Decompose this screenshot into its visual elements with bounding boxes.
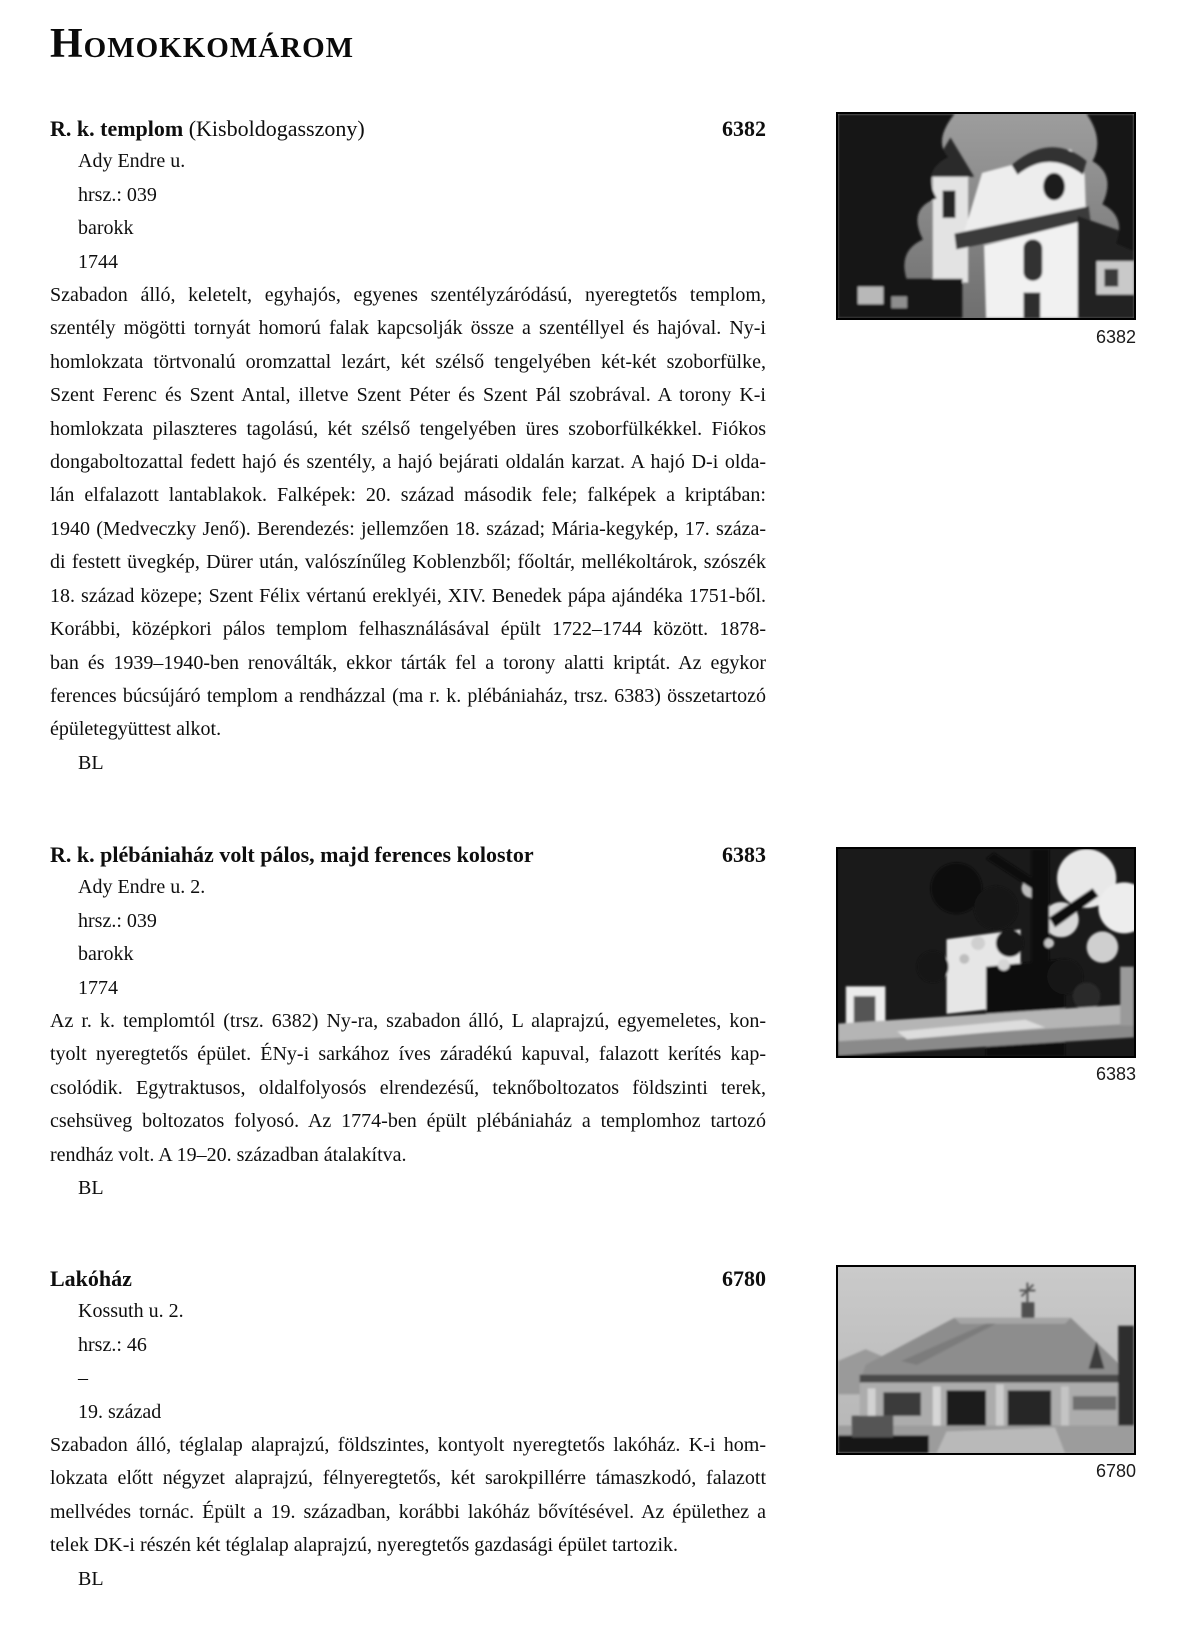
entry-header <box>50 838 766 871</box>
church-photo-illustration <box>838 114 1134 318</box>
entry-photo <box>836 847 1136 1058</box>
description-line: Az r. k. templomtól (trsz. 6382) Ny-ra, szabadon álló, L alaprajzú, egyemeletes, kon- <box>50 1010 766 1033</box>
entry-parcel: hrsz.: 039 <box>78 183 157 206</box>
entry-date: 19. század <box>78 1400 162 1423</box>
description-line: tyolt nyeregtetős épület. ÉNy-i sarkához íves záradékú kapuval, falazott kerítés kap- <box>50 1043 766 1066</box>
author-initials: BL <box>78 1567 104 1590</box>
photo-caption: 6780 <box>1095 1461 1136 1481</box>
description-line: lán elfalazott lantablakok. Falképek: 20. század második fele; falképek a kriptában: <box>50 484 766 507</box>
description-line: szentély mögötti tornyát homorú falak kapcsolják össze a szentéllyel és hajóval. Ny-i <box>50 317 766 340</box>
description-line: csehsüveg boltozatos folyosó. Az 1774-ben épült plébániaház a templomhoz tartozó <box>50 1110 766 1133</box>
entry-6383 <box>50 838 766 1205</box>
description-line: mellvédes tornác. Épült a 19. században, korábbi lakóház bővítésével. Az épülethez a <box>50 1500 766 1523</box>
entry-photo <box>836 1265 1136 1455</box>
description-line: lokzata előtt négyzet alaprajzú, félnyeregtetős, két sarokpillérre támaszkodó, falazott <box>50 1467 766 1490</box>
entry-title-bold: R. k. templom <box>50 116 184 141</box>
entry-title <box>50 1262 132 1295</box>
description-line: 18. század közepe; Szent Félix vértanú ereklyéi, XIV. Benedek pápa ajándéka 1751-ből. <box>50 584 766 607</box>
description-line: Szent Ferenc és Szent Antal, illetve Szent Péter és Szent Pál szobrával. A torony K-i <box>50 384 766 407</box>
house-photo-illustration <box>838 1267 1134 1453</box>
entry-number: 6383 <box>722 842 766 867</box>
description-line: homlokzata törtvonalú oromzattal lezárt, két szélső tengelyében két-két szoborfülke, <box>50 350 766 373</box>
entry-parcel: hrsz.: 039 <box>78 909 157 932</box>
description-line: dongaboltozattal fedett hajó és szentély, a hajó bejárati oldalán karzat. A hajó D-i olda- <box>50 451 766 474</box>
description-line: épületegyüttest alkot. <box>50 718 222 741</box>
description-line: ferences búcsújáró templom a rendházzal (ma r. k. plébániaház, trsz. 6383) összetartozó <box>50 684 766 707</box>
page-title: Homokkomárom <box>50 21 355 67</box>
photo-caption: 6382 <box>1095 327 1136 347</box>
description-line: 1940 (Medveczky Jenő). Berendezés: jellemzően 18. század; Mária-kegykép, 17. száza- <box>50 517 766 540</box>
entry-number: 6780 <box>722 1266 766 1291</box>
entry-style: barokk <box>78 217 134 240</box>
entry-address: Ady Endre u. 2. <box>78 876 206 899</box>
entry-title-qualifier: (Kisboldogasszony) <box>183 116 365 141</box>
entry-6382 <box>50 112 766 780</box>
description-line: csolódik. Egytraktusos, oldalfolyosós elrendezésű, teknőboltozatos földszinti terek, <box>50 1076 766 1099</box>
author-initials: BL <box>78 751 104 774</box>
description-line: Szabadon álló, téglalap alaprajzú, földszintes, kontyolt nyeregtetős lakóház. K-i hom- <box>50 1434 766 1457</box>
entry-header <box>50 1262 766 1295</box>
description-line: di festett üvegkép, Dürer után, valószínűleg Koblenzből; főoltár, mellékoltárok, szószék <box>50 551 766 574</box>
entry-style: – <box>78 1367 88 1390</box>
entry-number: 6382 <box>722 116 766 141</box>
entry-date: 1744 <box>78 250 118 273</box>
photo-caption: 6383 <box>1095 1064 1136 1084</box>
entry-style: barokk <box>78 943 134 966</box>
entry-header <box>50 112 766 145</box>
entry-parcel: hrsz.: 46 <box>78 1333 147 1356</box>
entry-title-bold: Lakóház <box>50 1266 132 1291</box>
entry-title-bold: R. k. plébániaház volt pálos, majd ferences kolostor <box>50 842 534 867</box>
description-line: ban és 1939–1940-ben renoválták, ekkor tárták fel a torony alatti kriptát. Az egykor <box>50 651 766 674</box>
description-line: rendház volt. A 19–20. században átalakítva. <box>50 1143 407 1166</box>
entry-6780 <box>50 1262 766 1596</box>
description-line: Korábbi, középkori pálos templom felhasználásával épült 1722–1744 között. 1878- <box>50 618 766 641</box>
description-line: Szabadon álló, keletelt, egyhajós, egyenes szentélyzáródású, nyeregtetős templom, <box>50 284 766 307</box>
entry-date: 1774 <box>78 976 118 999</box>
entry-photo <box>836 112 1136 320</box>
entry-address: Kossuth u. 2. <box>78 1300 184 1323</box>
entry-title <box>50 838 534 871</box>
entry-title <box>50 112 365 145</box>
description-line: telek DK-i részén két téglalap alaprajzú, nyeregtetős gazdasági épület tartozik. <box>50 1534 679 1557</box>
monastery-photo-illustration <box>838 849 1134 1056</box>
entry-address: Ady Endre u. <box>78 150 186 173</box>
author-initials: BL <box>78 1177 104 1200</box>
description-line: homlokzata pilaszteres tagolású, két szélső tengelyében üres szoborfülkékkel. Fiókos <box>50 417 766 440</box>
